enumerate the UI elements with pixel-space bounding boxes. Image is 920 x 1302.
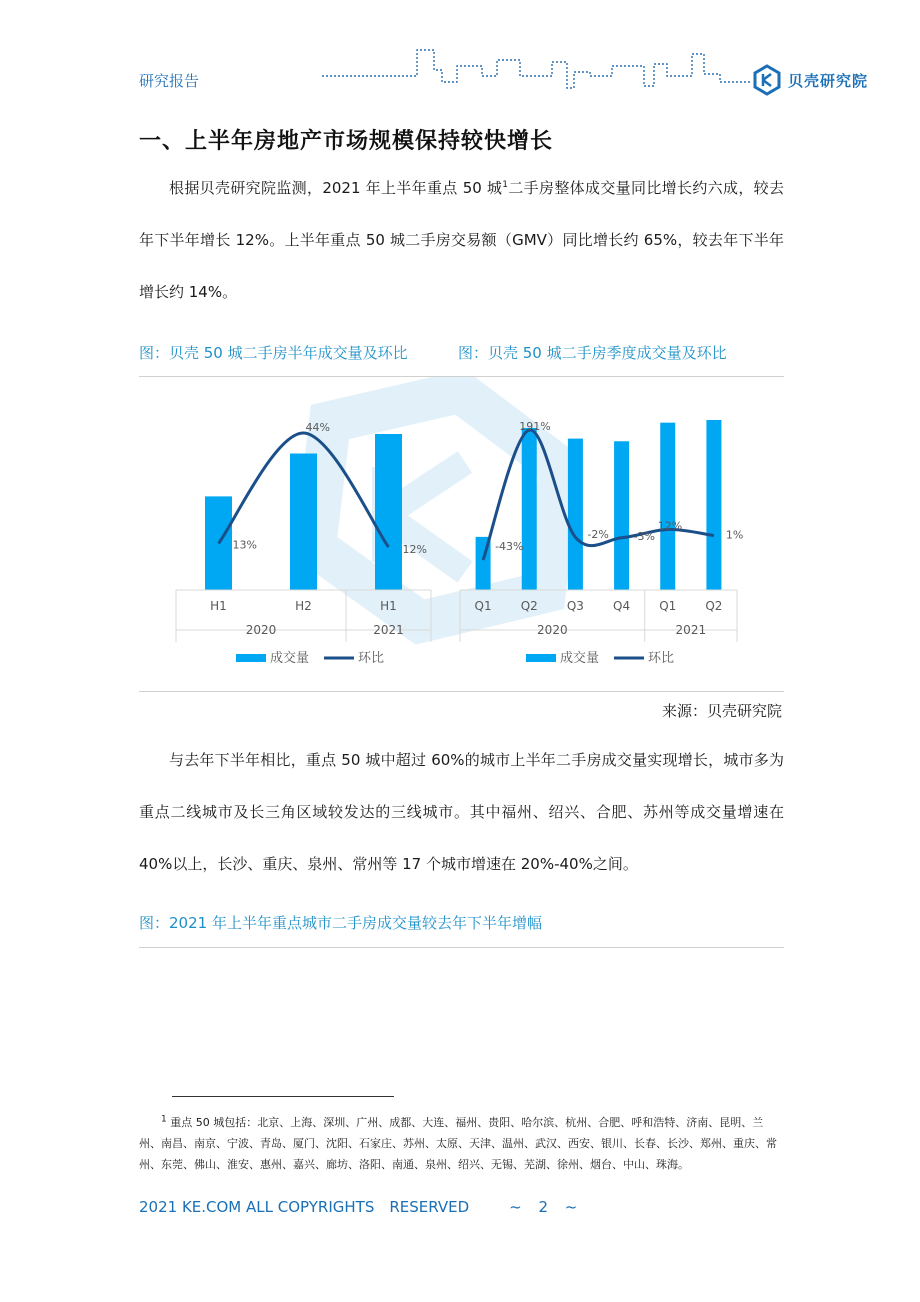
legend-label-bar-q: 成交量	[560, 651, 600, 666]
x-tick-label-q-5: Q2	[705, 599, 723, 613]
data-label-h-2: 12%	[402, 543, 427, 556]
bar-h-2	[375, 434, 402, 590]
chart-half-year	[176, 421, 431, 666]
chart2-caption: 图：贝壳 50 城二手房季度成交量及环比	[458, 344, 727, 362]
data-label-q-3: -3%	[633, 529, 656, 543]
bar-q-3	[614, 441, 629, 590]
data-label-q-2: -2%	[587, 528, 609, 542]
bar-q-1	[522, 428, 537, 590]
page-number: ~ 2 ~	[509, 1198, 584, 1216]
bar-q-4	[660, 423, 675, 590]
x-tick-label-q-1: Q2	[520, 599, 538, 613]
logo-text: 贝壳研究院	[788, 71, 869, 90]
legend-label-line-h: 环比	[358, 651, 385, 666]
x-group-label-h-0: 2020	[245, 623, 277, 637]
charts-canvas	[0, 377, 920, 692]
footnote-separator	[172, 1096, 394, 1097]
data-label-q-0: -43%	[495, 540, 524, 553]
x-group-label-h-1: 2021	[373, 623, 404, 637]
data-label-q-5: 1%	[725, 528, 744, 542]
header-report-label: 研究报告	[139, 72, 200, 90]
footnote-ref: 1	[502, 180, 508, 190]
footer-copyright: 2021 KE.COM ALL COPYRIGHTS RESERVED	[139, 1198, 470, 1216]
legend-swatch-bar-q	[526, 654, 556, 662]
data-label-h-1: 44%	[305, 421, 330, 434]
footnote	[139, 1112, 784, 1175]
data-label-q-4: 12%	[657, 519, 683, 533]
x-tick-label-q-3: Q4	[613, 599, 631, 613]
x-tick-label-q-0: Q1	[474, 599, 492, 613]
legend-label-line-q: 环比	[648, 651, 675, 666]
bar-h-1	[290, 454, 317, 591]
section-heading: 一、上半年房地产市场规模保持较快增长	[139, 129, 554, 154]
chart3-rule	[139, 947, 784, 948]
legend-label-bar-h: 成交量	[270, 651, 310, 666]
para2-text: 与去年下半年相比，重点 50 城中超过 60%的城市上半年二手房成交量实现增长，城市多为重点二线城市及长三角区域较发达的三线城市。其中福州、绍兴、合肥、苏州等成交量增速在 40%以上，长沙、重庆、泉州、常州等 17 个城市增速在 20%-40%之间。	[139, 751, 784, 873]
brand-logo	[752, 62, 868, 98]
data-label-q-1: 191%	[519, 420, 551, 433]
page-footer	[139, 1196, 583, 1217]
x-tick-label-h-1: H2	[295, 599, 312, 613]
bar-q-2	[568, 439, 583, 590]
footnote-text: 重点 50 城包括：北京、上海、深圳、广州、成都、大连、福州、贵阳、哈尔滨、杭州、合肥、呼和浩特、济南、昆明、兰州、南昌、南京、宁波、青岛、厦门、沈阳、石家庄、苏州、太原、天津、温州、武汉、西安、银川、长春、长沙、郑州、重庆、常州、东莞、佛山、淮安、惠州、嘉兴、廊坊、洛阳、南通、泉州、绍兴、无锡、芜湖、徐州、烟台、中山、珠海。	[139, 1116, 777, 1171]
x-group-label-q-0: 2020	[537, 623, 568, 637]
paragraph-1	[139, 162, 784, 318]
x-tick-label-q-4: Q1	[659, 599, 677, 613]
paragraph-2	[139, 734, 784, 890]
chart3-caption: 图：2021 年上半年重点城市二手房成交量较去年下半年增幅	[139, 914, 542, 932]
x-tick-label-q-2: Q3	[566, 599, 584, 613]
x-tick-label-h-2: H1	[380, 599, 397, 613]
bar-q-5	[706, 420, 721, 590]
source-note: 来源：贝壳研究院	[661, 702, 782, 720]
chart-bottom-rule	[139, 691, 784, 692]
skyline-decoration	[322, 46, 762, 94]
data-label-h-0: 13%	[232, 538, 257, 552]
footnote-mark: 1	[161, 1114, 167, 1125]
para1-text-b: 二手房整体成交量同比增长约六成，较去年下半年增长 12%。上半年重点 50 城二手房交易额（GMV）同比增长约 65%，较去年下半年增长约 14%。	[139, 179, 784, 301]
x-tick-label-h-0: H1	[210, 599, 227, 613]
chart-quarterly	[460, 420, 743, 666]
ke-logo-icon	[752, 64, 782, 96]
legend-swatch-bar-h	[236, 654, 266, 662]
para1-text-a: 根据贝壳研究院监测，2021 年上半年重点 50 城	[169, 179, 503, 197]
x-group-label-q-1: 2021	[675, 623, 707, 637]
chart1-caption: 图：贝壳 50 城二手房半年成交量及环比	[139, 344, 408, 362]
